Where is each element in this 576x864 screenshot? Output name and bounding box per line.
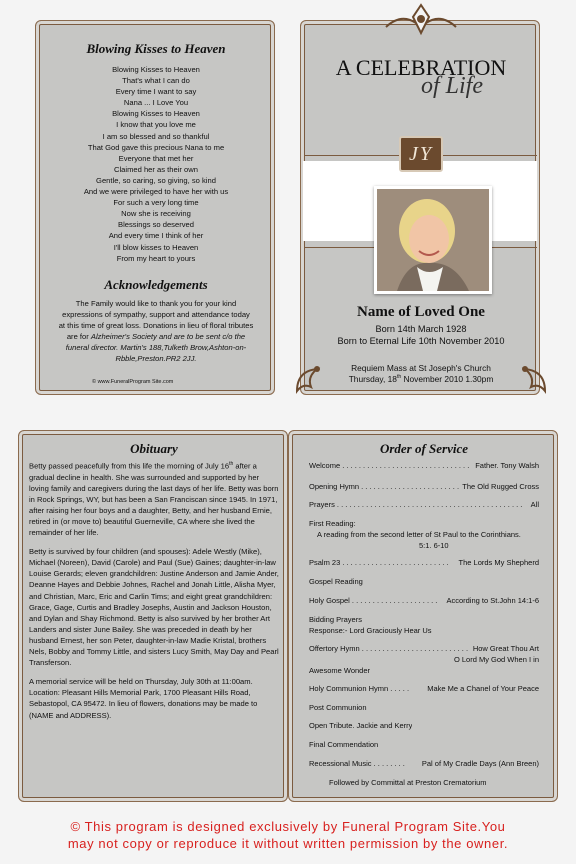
poem-line: Nana ... I Love You — [123, 98, 189, 108]
service-item-label: Response:- Lord Graciously Hear Us — [309, 626, 432, 635]
service-item — [309, 703, 539, 713]
poem-line: Everyone that met her — [118, 153, 194, 163]
panel-cover — [300, 20, 540, 395]
panel-order-of-service — [288, 430, 558, 802]
copyright-notice — [0, 818, 576, 852]
poem-line: And we were privileged to have her with us — [83, 187, 229, 197]
mass-date-sup: th — [396, 374, 402, 381]
poem-line: From my heart to yours — [116, 253, 196, 263]
obituary-paragraph: Betty is survived by four children (and spouses): Adele Westly (Mike), Michael (Noreen), David (Carole) and Paul (Sue) Gaines; daughter-in-law Louise Gerards; eleven grandchildren: Justine Anderson and Jamie Ander, Deanne Hayes and Debbie Johnes, Rachel and Jonah Little, Alisha Myer, and Christian, Marc, Eric and Carlin Tims; and eight great grandchildren: Grace, Gage, Curtis and Bradley Josephs, Austin and Jackson Houston, and Dylan and Shay Richmond. Betty is also survived by her brother Art Landers and sister June Bailey. She was preceded in death by her husband Ernest, her son Peter, daughter-in-law Madie Kristal, brothers Nels, Bobby and Tommy Little, and sisters Lucy Smith, May Day and Pearl Transferson. — [29, 547, 279, 668]
service-item — [309, 615, 539, 625]
service-item — [317, 530, 539, 540]
service-item-label: Welcome . . . . . . . . . . . . . . . . . . . . . . . . . . . . . . . — [309, 461, 470, 470]
copyright-line-2: may not copy or reproduce it without written permission by the owner. — [67, 836, 509, 851]
mass-date-post: November 2010 1.30pm — [401, 374, 494, 384]
corner-ornament-left — [293, 361, 327, 395]
service-item-detail: All — [530, 500, 539, 509]
panel-poem — [35, 20, 275, 395]
poem-line: And every time I think of her — [108, 231, 204, 241]
service-item-label: Bidding Prayers — [309, 615, 362, 624]
service-item-detail: According to St.John 14:1-6 — [446, 596, 539, 605]
service-item-label: Open Tribute. Jackie and Kerry — [309, 721, 413, 730]
poem-line: Blowing Kisses to Heaven — [112, 109, 200, 119]
born-date: Born 14th March 1928 — [375, 324, 467, 334]
service-item-detail: Pal of My Cradle Days (Ann Breen) — [421, 759, 539, 768]
poem-line: Gentle, so caring, so giving, so kind — [96, 175, 216, 185]
service-item-label: Awesome Wonder — [309, 666, 371, 675]
service-item-label: Post Communion — [309, 703, 367, 712]
service-item — [309, 482, 539, 492]
website-credit: © www.FuneralProgram Site.com — [92, 379, 174, 385]
mass-location: Requiem Mass at St Joseph's Church — [351, 363, 491, 373]
order-title: Order of Service — [379, 441, 469, 456]
service-item-label: Opening Hymn . . . . . . . . . . . . . . . . . . . . . . . . — [309, 482, 460, 491]
service-item-label: Psalm 23 . . . . . . . . . . . . . . . . . . . . . . . . . . — [309, 558, 449, 567]
panel-obituary — [18, 430, 288, 802]
service-item — [309, 759, 539, 769]
obituary-text — [29, 459, 281, 729]
service-item — [309, 666, 539, 676]
ack-title: Acknowledgements — [104, 277, 208, 292]
portrait-photo — [374, 186, 492, 294]
service-item-label: Holy Communion Hymn . . . . . — [309, 684, 410, 693]
poem-line: Blessings so deserved — [118, 220, 194, 230]
service-item — [309, 655, 539, 665]
service-item — [309, 721, 539, 731]
poem-line: I'll blow kisses to Heaven — [113, 242, 199, 252]
monogram: JY — [409, 142, 433, 165]
service-item-label: Holy Gospel . . . . . . . . . . . . . . . . . . . . . — [309, 596, 438, 605]
poem-line: That God gave this precious Nana to me — [87, 142, 225, 152]
service-item-label: Final Commendation — [309, 740, 379, 749]
poem-line: Blowing Kisses to Heaven — [112, 65, 200, 74]
poem-body — [36, 64, 276, 264]
service-item-detail: How Great Thou Art — [472, 644, 539, 653]
cover-title-line1: A CELEBRATION — [335, 55, 507, 80]
service-item-label: Recessional Music . . . . . . . . — [309, 759, 405, 768]
service-item-detail: The Lords My Shepherd — [458, 558, 539, 567]
poem-title: Blowing Kisses to Heaven — [86, 41, 226, 56]
mass-date — [301, 374, 541, 384]
poem-line: That's what I can do — [122, 76, 190, 86]
obituary-paragraph — [29, 459, 281, 538]
service-item — [309, 626, 539, 636]
poem-line: Claimed her as their own — [114, 164, 198, 174]
poem-line: I know that you love me — [116, 120, 196, 130]
service-item — [309, 740, 539, 750]
service-item-label: Prayers . . . . . . . . . . . . . . . . . . . . . . . . . . . . . . . . . . . . . . . . . . . . . — [309, 500, 523, 509]
service-item-detail: Father. Tony Walsh — [475, 461, 539, 470]
service-item — [309, 500, 539, 510]
ack-text-italic: Alzheimer's Society and are to be sent c/o the funeral director. Martin's 188,Tulketh Brow,Ashton-on-Rbble,Preston.PR2 2JJ. — [65, 332, 247, 364]
obit-p1b: after a gradual decline in health. She was surrounded and supported by her loving family and caregivers during the last days of her life. Betty was born in Rock Springs, WY, but has been a San Franciscan since 1945. In 1971, after raising her four boys and a daughter, Betty, and her husband Ernie, retired in (or move to) beautiful Guerneville, CA where she lived the remainder of her life. — [29, 461, 279, 538]
poem-line: Now she is receiving — [121, 209, 191, 219]
service-item-label: Gospel Reading — [309, 577, 363, 586]
ack-text-plain: The Family would like to thank you for your kind expressions of sympathy, support and attendance today at this time of great loss. Donations in lieu of floral tributes are for — [58, 299, 254, 342]
portrait-image — [377, 189, 489, 291]
cover-title-line2: of Life — [421, 73, 484, 99]
service-item-detail: O Lord My God When I in — [453, 655, 539, 664]
loved-one-name: Name of Loved One — [357, 304, 485, 320]
obit-p1a: Betty passed peacefully from this life the morning of July 16 — [29, 461, 230, 471]
service-item-label: A reading from the second letter of St Paul to the Corinthians. — [317, 530, 521, 539]
service-item — [309, 684, 539, 694]
poem-line: For such a very long time — [113, 198, 199, 208]
service-item-label: First Reading: — [309, 519, 356, 528]
ack-text — [36, 298, 276, 365]
poem-line: I am so blessed and so thankful — [102, 131, 210, 141]
service-item — [309, 596, 539, 606]
eternal-date: Born to Eternal Life 10th November 2010 — [337, 336, 505, 346]
corner-ornament-right — [515, 361, 549, 395]
service-item-detail: Make Me a Chanel of Your Peace — [427, 684, 539, 693]
poem-line: Every time I want to say — [115, 87, 197, 97]
copyright-line-1: © This program is designed exclusively by Funeral Program Site.You — [70, 819, 506, 834]
service-item-label: 5:1. 6-10 — [419, 541, 449, 550]
service-item-label: Offertory Hymn . . . . . . . . . . . . . . . . . . . . . . . . . . — [309, 644, 469, 653]
top-ornament — [381, 3, 461, 43]
service-item-detail: The Old Rugged Cross — [462, 482, 539, 491]
service-item — [309, 461, 539, 471]
service-item-label: Followed by Committal at Preston Crematorium — [329, 778, 487, 787]
service-item — [309, 577, 539, 587]
service-item — [329, 778, 539, 788]
monogram-badge — [399, 136, 443, 172]
obituary-title: Obituary — [130, 441, 178, 456]
service-item — [419, 541, 539, 551]
order-list — [289, 431, 559, 803]
obituary-paragraph: A memorial service will be held on Thursday, July 30th at 11:00am. Location: Pleasant Hills Memorial Park, 1700 Pleasant Hills Road, Sebastopol, CA 95472. In lieu of flowers, donations may be made to (NAME and ADDRESS). — [29, 677, 258, 720]
mass-date-pre: Thursday, 18 — [348, 374, 397, 384]
service-item — [309, 519, 539, 529]
service-item — [309, 558, 539, 568]
obit-p1sup: th — [229, 461, 234, 467]
service-item — [309, 644, 539, 654]
